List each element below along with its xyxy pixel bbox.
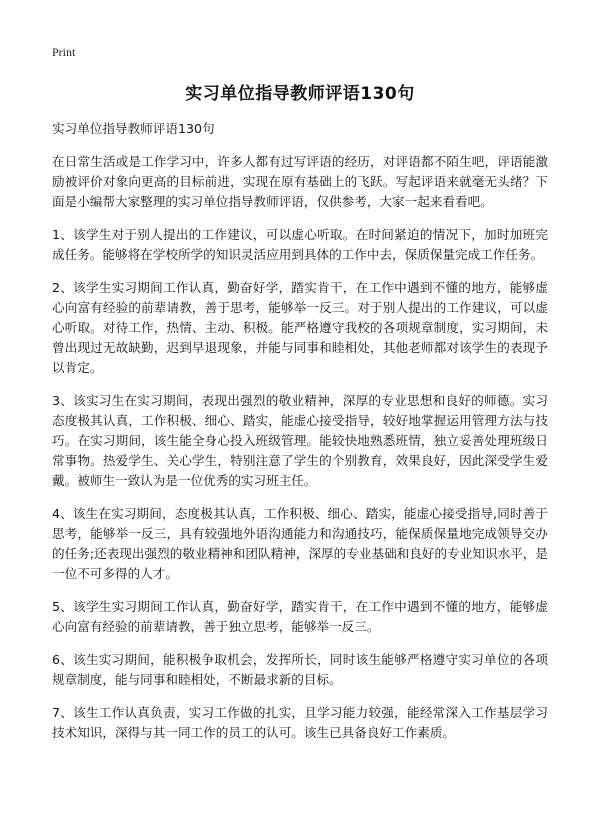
comment-item-2: 2、该学生实习期间工作认真，勤奋好学，踏实肯干，在工作中遇到不懂的地方，能够虚心向富有经验的前辈请教，善于思考，能够举一反三。对于别人提出的工作建议，可以虚心听取。对待工作，热情、主动、积极。能严格遵守我校的各项规章制度，实习期间，未曾出现过无故缺勤，迟到早退现象，并能与同事和睦相处，其他老师都对该学生的表现予以肯定。 — [52, 280, 548, 375]
page-title: 实习单位指导教师评语130句 — [185, 84, 415, 104]
article-subtitle: 实习单位指导教师评语130句 — [52, 121, 215, 136]
print-link[interactable]: Print — [52, 45, 76, 59]
article-body — [52, 119, 548, 756]
comment-item-5: 5、该学生实习期间工作认真，勤奋好学，踏实肯干，在工作中遇到不懂的地方，能够虚心向富有经验的前辈请教，善于独立思考，能够举一反三。 — [52, 599, 548, 634]
comment-item-1: 1、该学生对于别人提出的工作建议，可以虚心听取。在时间紧迫的情况下，加时加班完成任务。能够将在学校所学的知识灵活应用到具体的工作中去，保质保量完成工作任务。 — [52, 227, 548, 262]
comment-item-3: 3、该实习生在实习期间，表现出强烈的敬业精神，深厚的专业思想和良好的师德。实习态度极其认真，工作积极、细心、踏实，能虚心接受指导，较好地掌握运用管理方法与技巧。在实习期间，该生能全身心投入班级管理。能较快地熟悉班情，独立妥善处理班级日常事物。热爱学生、关心学生，特别注意了学生的个别教育，效果良好，因此深受学生爱戴。被师生一致认为是一位优秀的实习班主任。 — [52, 393, 548, 488]
intro-paragraph: 在日常生活或是工作学习中，许多人都有过写评语的经历，对评语都不陌生吧，评语能激励被评价对象向更高的目标前进，实现在原有基础上的飞跃。写起评语来就毫无头绪？下面是小编帮大家整理的实习单位指导教师评语，仅供参考，大家一起来看看吧。 — [52, 154, 548, 209]
comment-item-6: 6、该生实习期间，能积极争取机会，发挥所长，同时该生能够严格遵守实习单位的各项规章制度，能与同事和睦相处，不断最求新的目标。 — [52, 652, 548, 687]
comment-item-4: 4、该生在实习期间，态度极其认真，工作积极、细心、踏实，能虚心接受指导,同时善于思考，能够举一反三，具有较强地外语沟通能力和沟通技巧，能保质保量地完成领导交办的任务;还表现出强烈的敬业精神和团队精神，深厚的专业基础和良好的专业知识水平，是一位不可多得的人才。 — [52, 506, 548, 581]
comment-item-7: 7、该生工作认真负责，实习工作做的扎实，且学习能力较强，能经常深入工作基层学习技术知识，深得与其一同工作的员工的认可。该生已具备良好工作素质。 — [52, 705, 548, 740]
